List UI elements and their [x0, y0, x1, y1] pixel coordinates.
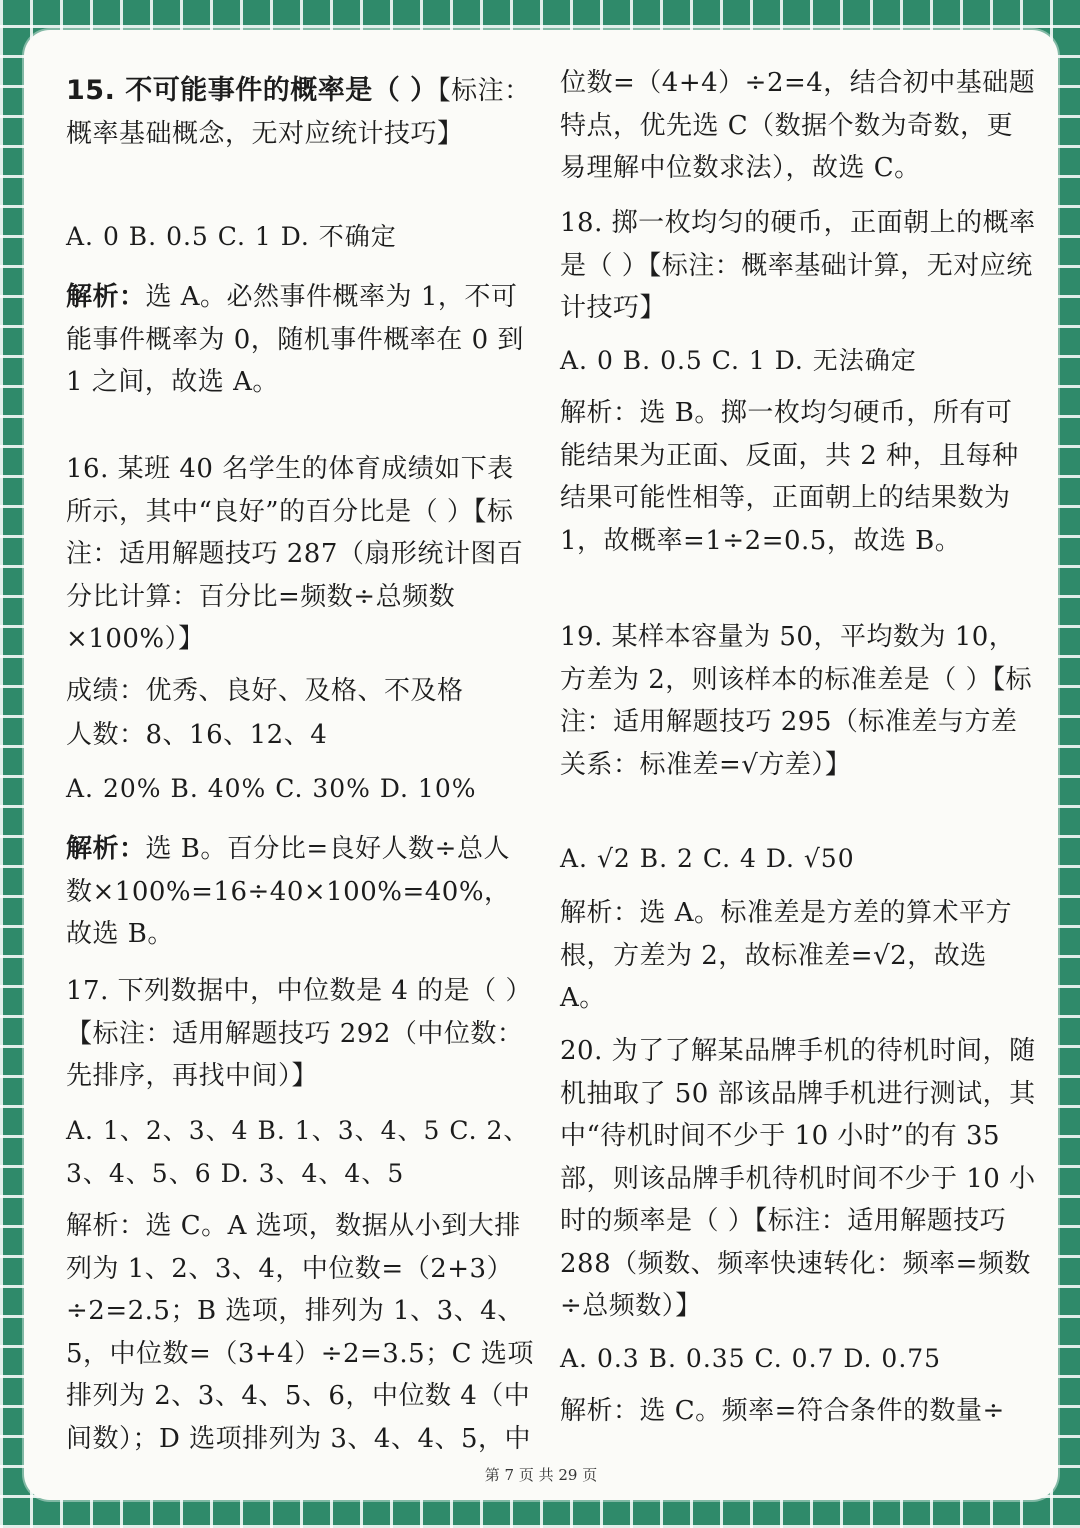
- question-15-answer: [66, 276, 536, 404]
- question-16-options: A. 20% B. 40% C. 30% D. 10%: [66, 774, 477, 803]
- question-17-options: A. 1、2、3、4 B. 1、3、4、5 C. 2、3、4、5、6 D. 3、4、4、5: [66, 1116, 530, 1188]
- question-15-stem: [66, 70, 536, 155]
- question-19-answer: 解析：选 A。标准差是方差的算术平方根，方差为 2，故标准差=√2，故选 A。: [560, 898, 1013, 1013]
- question-18-stem: 18. 掷一枚均匀的硬币，正面朝上的概率是（ ）【标注：概率基础计算，无对应统计技巧】: [560, 208, 1036, 323]
- question-16-table-row-1: 成绩：优秀、良好、及格、不及格: [66, 676, 464, 706]
- question-20-answer: 解析：选 C。频率=符合条件的数量÷: [560, 1396, 1005, 1426]
- page-number: 第 7 页 共 29 页: [484, 1466, 598, 1484]
- answer-text: 选 B。百分比=良好人数÷总人数×100%=16÷40×100%=40%，故选 B。: [66, 834, 511, 949]
- question-18-answer: 解析：选 B。掷一枚均匀硬币，所有可能结果为正面、反面，共 2 种，且每种结果可能性相等，正面朝上的结果数为 1，故概率=1÷2=0.5，故选 B。: [560, 398, 1019, 556]
- question-17-answer: 解析：选 C。A 选项，数据从小到大排列为 1、2、3、4，中位数=（2+3）÷2=2.5；B 选项，排列为 1、3、4、5，中位数=（3+4）÷2=3.5；C 选项排列为 2、3、4、5、6，中位数 4（中间数）；D 选项排列为 3、4、4、5，中: [66, 1211, 534, 1454]
- question-17-stem: 17. 下列数据中，中位数是 4 的是（ ）【标注：适用解题技巧 292（中位数：先排序，再找中间）】: [66, 976, 532, 1091]
- question-17-answer-continued: 位数=（4+4）÷2=4，结合初中基础题特点，优先选 C（数据个数为奇数，更易理解中位数求法），故选 C。: [560, 68, 1036, 183]
- question-20-options: A. 0.3 B. 0.35 C. 0.7 D. 0.75: [560, 1344, 942, 1373]
- page-sheet: [24, 30, 1058, 1500]
- question-15-note: 【标注：概率基础概念，无对应统计技巧】: [66, 76, 531, 149]
- question-15-options: A. 0 B. 0.5 C. 1 D. 不确定: [66, 222, 397, 251]
- answer-label: 解析：: [66, 282, 146, 312]
- question-15-title: 15. 不可能事件的概率是（ ）: [66, 75, 438, 106]
- question-18-options: A. 0 B. 0.5 C. 1 D. 无法确定: [560, 346, 917, 375]
- question-19-stem: 19. 某样本容量为 50，平均数为 10，方差为 2，则该样本的标准差是（ ）【标注：适用解题技巧 295（标准差与方差关系：标准差=√方差）】: [560, 622, 1033, 780]
- question-19-options: A. √2 B. 2 C. 4 D. √50: [560, 844, 855, 873]
- question-16-table-row-2: 人数：8、16、12、4: [66, 720, 328, 750]
- answer-text: 选 A。必然事件概率为 1，不可能事件概率为 0，随机事件概率在 0 到 1 之间，故选 A。: [66, 282, 524, 397]
- question-16-stem: 16. 某班 40 名学生的体育成绩如下表所示，其中“良好”的百分比是（ ）【标注：适用解题技巧 287（扇形统计图百分比计算：百分比=频数÷总频数×100%）】: [66, 454, 524, 654]
- question-16-answer: [66, 828, 536, 956]
- question-20-stem: 20. 为了了解某品牌手机的待机时间，随机抽取了 50 部该品牌手机进行测试，其中“待机时间不少于 10 小时”的有 35 部，则该品牌手机待机时间不少于 10 小时的频率是（ ）【标注：适用解题技巧 288（频数、频率快速转化：频率=频数÷总频数）】: [560, 1036, 1036, 1321]
- answer-label: 解析：: [66, 834, 146, 864]
